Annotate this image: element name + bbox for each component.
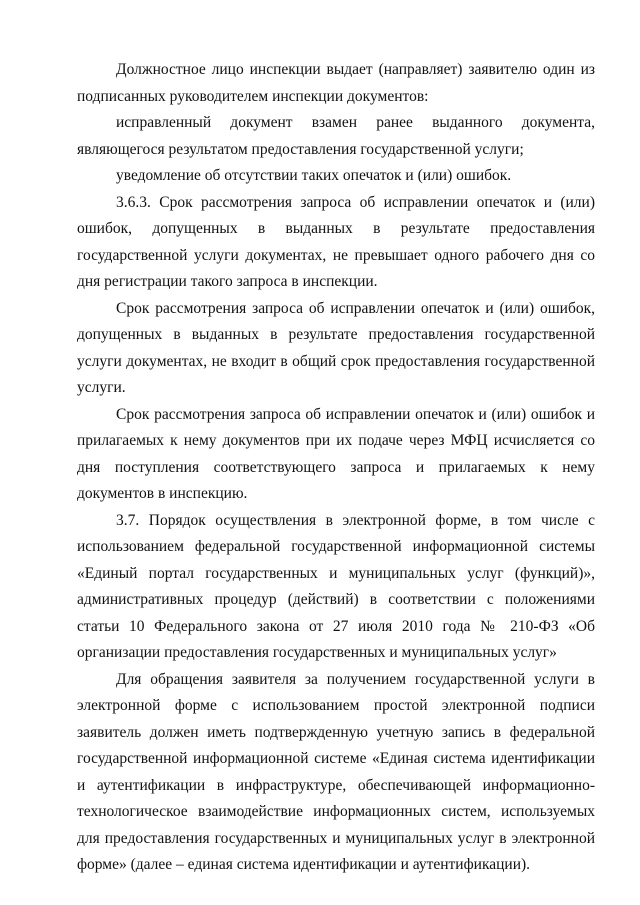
paragraph-notification: уведомление об отсутствии таких опечаток и (или) ошибок. [116,167,512,184]
paragraph-issue-documents: Должностное лицо инспекции выдает (направляет) заявителю один из подписанных руководителем инспекции документов: [77,61,595,105]
paragraph-mfc-term: Срок рассмотрения запроса об исправлении опечаток и (или) ошибок и прилагаемых к нему документов при их подаче через МФЦ исчисляется со дня поступления соответствующего запроса и прилагаемых к нему документов в инспекцию. [77,405,595,502]
paragraph-review-term: Срок рассмотрения запроса об исправлении опечаток и (или) ошибок, допущенных в выданных в результате предоставления государственной услуги документах, не входит в общий срок предоставления государственной услуги. [77,299,595,396]
paragraph-corrected-document: исправленный документ взамен ранее выданного документа, являющегося результатом предоставления государственной услуги; [77,114,595,158]
document-page [77,57,595,879]
paragraph-3-6-3: 3.6.3. Срок рассмотрения запроса об исправлении опечаток и (или) ошибок, допущенных в выданных в результате предоставления государственной услуги документах, не превышает одного рабочего дня со дня регистрации такого запроса в инспекции. [77,193,595,290]
paragraph-electronic-signature: Для обращения заявителя за получением государственной услуги в электронной форме с использованием простой электронной подписи заявитель должен иметь подтвержденную учетную запись в федеральной государственной информационной системе «Единая система идентификации и аутентификации в инфраструктуре, обеспечивающей информационно-технологическое взаимодействие информационных систем, используемых для предоставления государственных и муниципальных услуг в электронной форме» (далее – единая система идентификации и аутентификации). [77,670,595,873]
paragraph-3-7: 3.7. Порядок осуществления в электронной форме, в том числе с использованием федеральной государственной информационной системы «Единый портал государственных и муниципальных услуг (функций)», административных процедур (действий) в соответствии с положениями статьи 10 Федерального закона от 27 июля 2010 года № 210-ФЗ «Об организации предоставления государственных и муниципальных услуг» [77,511,595,661]
